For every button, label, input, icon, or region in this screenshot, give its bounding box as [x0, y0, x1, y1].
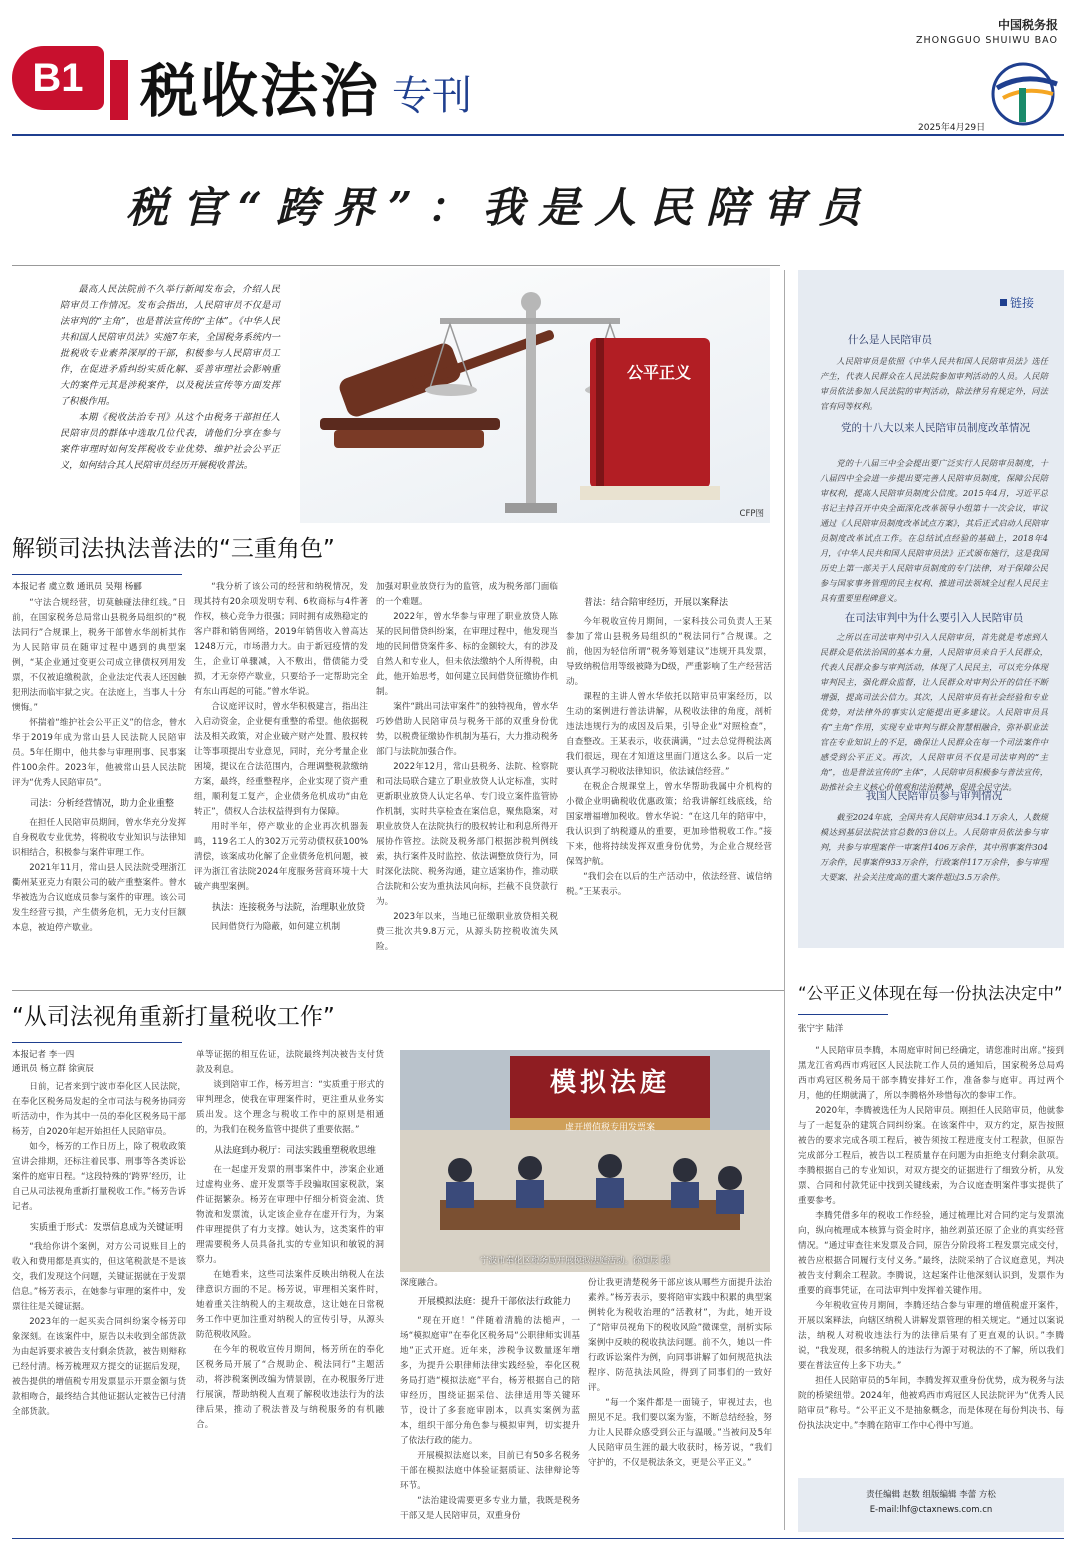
article3-body: [798, 1044, 1064, 1462]
a1c2-subhead: 执法：连接税务与法院，治理职业放贷: [212, 903, 366, 913]
sidebar-box: [798, 270, 1064, 948]
photo-credit: CFP图: [739, 509, 764, 519]
paper-name-en: ZHONGGUO SHUIWU BAO: [915, 35, 1058, 46]
article1-rule: [12, 574, 182, 575]
a1c4-subhead: 普法：结合陪审经历，开展以案释法: [584, 598, 729, 608]
a3p5: 担任人民陪审员的5年间，李腾发挥双重身份优势，成为税务与法院的桥梁纽带。2024年，他被鸡西市鸡冠区人民法院评为“优秀人民陪审员”称号。“公平正义不是抽象概念，而是体现在每份判决书、每份执法决定中。”李腾在陪审工作中心得中写道。: [798, 1376, 1064, 1431]
paper-name-cn: 中国税务报: [997, 18, 1058, 32]
sidebar-s1-body: 人民陪审员是依照《中华人民共和国人民陪审员法》选任产生，代表人民群众在人民法院参加审判活动的人员。人民陪审员依法参加人民法院的审判活动，除法律另有规定外，同法官有同等权利。: [820, 356, 1048, 411]
court-photo: [400, 1050, 770, 1272]
masthead-rule: [12, 134, 1064, 136]
article2-col2: [196, 1048, 384, 1528]
article2-headline: “从司法视角重新打量税收工作”: [12, 1004, 335, 1030]
article2-byline: [12, 1048, 94, 1076]
section-divider: [12, 990, 784, 991]
sidebar-s2-body: 党的十八届三中全会提出要广泛实行人民陪审员制度，十八届四中全会进一步提出要完善人民陪审员制度，保障公民陪审权利，提高人民陪审员制度公信度。2015年4月，习近平总书记主持召开中央全面深化改革领导小组第十一次会议，审议通过《人民陪审员制度改革试点方案》，其后正式启动人民陪审员制度改革试点工作。在总结试点经验的基础上，2018年4月，《中华人民共和国人民陪审员法》正式颁布施行，这是我国历史上第一部关于人民陪审员制度的专门法律，对于保障公民参与国家事务管理的民主权利、推进司法领域全过程人民民主具有重要里程碑意义。: [820, 458, 1048, 603]
sidebar-s2-title: 党的十八大以来人民陪审员制度改革情况: [841, 422, 1030, 434]
section-title: [140, 52, 472, 126]
paper-logo: [985, 58, 1065, 128]
a1c4p3: 在税企合规课堂上，曾水华帮助我属中介机构的小微企业明确税收优惠政策；给我讲解红线底线，给国家增福增加税收。曾水华说：“在这几年的陪审中，我认识到了纳税遵从的重要，更加珍惜税收工作。”接下来，他将持续发挥双重身份优势，为企业合规经营保驾护航。: [566, 782, 772, 867]
photo-court-banner: 虚开增值税专用发票案: [564, 1123, 655, 1133]
a2c4p2: “每一个案件都是一面镜子，审视过去，也照见不足。我们要以案为鉴，不断总结经验，努力让人民群众感受到公正与温暖。”当被问及5年人民陪审员生涯的最大收获时，杨芳说，“我们守护的，不仅是税法条文，更是公平正义。”: [588, 1398, 772, 1468]
article2-rule: [12, 1042, 182, 1043]
sidebar-s1-title: 什么是人民陪审员: [848, 334, 932, 346]
a2c2p3: 在一起虚开发票的刑事案件中，涉案企业通过虚构业务、虚开发票等手段骗取国家税款，案件证据繁杂。杨芳在审理中仔细分析资金流、货物流和发票流，认定该企业存在虚开行为，为案件审理提供了有力支撑。她认为，这类案件的审理需要税务人员具备扎实的专业知识和敏锐的洞察力。: [196, 1165, 384, 1265]
feature-rule: [12, 265, 780, 266]
a1c4p1: 今年税收宣传月期间，一家科技公司负责人王某参加了常山县税务局组织的“税法同行”合规课。之前，他因为轻信所谓“税务筹划建议”违规开具发票，导致纳税信用等级被降为D级，严重影响了生产经营活动。: [566, 617, 772, 687]
a2c2-subhead: 从法庭到办税厅：司法实践重塑税收思维: [214, 1146, 377, 1156]
gavel-scale-illustration: [300, 268, 770, 523]
feature-intro-p1: 最高人民法院前不久举行新闻发布会，介绍人民陪审员工作情况。发布会指出，人民陪审员不仅是司法审判的“主角”，也是普法宣传的“主体”。《中华人民共和国人民陪审员法》实施7年来，全国税务系统内一批税收专业素养深厚的干部，积极参与人民陪审员工作，在促进矛盾纠纷实质化解、妥善审理社会影响重大的案件元其是涉税案件，以及税法宣传等方面发挥了积极作用。: [60, 284, 280, 407]
a1c1p1: “守法合规经营，切莫触碰法律红线。”日前，在国家税务总局常山县税务局组织的“税法同行”合规课上，税务干部曾水华剖析其作为人民陪审员在随审过程中遇到的典型案例，“某企业通过变更公司成立律债权列用发票，不仅被追缴税款，企业法定代表人还因触犯刑法而临牢狱之灾。在法庭上，当事人十分懊悔。”: [12, 598, 186, 713]
section-suffix: 专刊: [392, 73, 473, 119]
article1-col2: [194, 580, 368, 982]
article1-col3: [376, 580, 558, 982]
article2-col3: [400, 1276, 580, 1528]
a1c2p1: “我分析了该公司的经营和纳税情况，发现其持有20余项发明专利、6枚商标与4件著作权，核心竞争力很强；同时拥有成熟稳定的客户群和销售网络，2019年销售收入曾高达1248万元，市场潜力大。由于新冠疫情的发生，企业订单骤减，入不敷出，借债能力受损，才无奈停产歇业，只要给予一定帮助完全有东山再起的可能。”曾水华说。: [194, 582, 368, 697]
a2c3p1: 深度融合。: [400, 1278, 443, 1288]
sidebar-label-wrap: [1000, 294, 1034, 311]
article3-rule: [798, 1014, 888, 1015]
a1c1p2: 怀揣着“维护社会公平正义”的信念，曾水华于2019年成为常山县人民法院人民陪审员。5年任期中，他共参与审理刑事、民事案件100余件。2023年，他被常山县人民法院评为“优秀人民陪审员”。: [12, 718, 186, 788]
article1-headline: 解锁司法执法普法的“三重角色”: [12, 536, 335, 562]
sidebar-s4-title: 我国人民陪审员参与审判情况: [865, 790, 1003, 802]
page-badge-text: B1: [32, 56, 84, 100]
a2c2p4: 在她看来，这些司法案件反映出纳税人在法律意识方面的不足。杨芳说，审理相关案件时，她着重关注纳税人的主观故意，这让她在日常税务工作中更加注重对纳税人的宣传引导，从源头防范税收风险。: [196, 1270, 384, 1340]
article2-col1: [12, 1080, 186, 1528]
a2c1p3: “我给你讲个案例，对方公司说账目上的收入和费用都是真实的，但这笔税款是不是该交，我们发现这个问题，关键证据就在于发票信息。”杨芳表示，在她参与审理的案件中，发票往往是关键证据。: [12, 1242, 186, 1312]
a3p2: 2020年，李腾被选任为人民陪审员。刚担任人民陪审员，他就参与了一起复杂的建筑合同纠纷案。在该案件中，双方约定，原告按照被告的要求完成各项工程后，被告须按工程进度支付工程款，但原告完成部分工程后，被告以工程质量存在问题为由拒绝支付剩余款项。李腾根据自己的专业知识，对双方提交的证据进行了细致分析，从发票、合同和付款凭证中找到关键线索，为合议庭查明案件事实提供了重要参考。: [798, 1106, 1064, 1206]
a2c3p2: “现在开庭！”伴随着清脆的法槌声，一场“模拟庭审”在奉化区税务局“公职律师实训基地”正式开庭。近年来，涉税争议数量逐年增多，为提升公职律师法律实践经验，奉化区税务局打造“模拟法庭”平台，杨芳根据自己的陪审经历，围绕证据采信、法律适用等关键环节，设计了多套庭审剧本，以真实案例为蓝本，组织干部分角色参与模拟审判，切实提升了依法行政的能力。: [400, 1316, 580, 1446]
article2-byline-2: 通讯员 杨立群 徐寅辰: [12, 1064, 94, 1074]
a1c4p2: 课程的主讲人曾水华依托以陪审员审案经历，以生动的案例进行普法讲解，从税收法律的角度，剖析违法违规行为的成因及后果，引导企业“对照检查”，自查整改。王某表示，收获满满，“过去总觉得税法离我们很远，现在才知道这里面门道这么多。以后一定要认真学习税收法律知识，依法诚信经营。”: [566, 692, 772, 777]
article1-col4: [566, 596, 772, 982]
sidebar-s3-body: 之所以在司法审判中引入人民陪审员，首先就是考虑到人民群众是依法治国的基本力量，人民陪审员来自于人民群众，代表人民群众参与审判活动，体现了人民民主，可以充分体现审判民主，强化群众监督，让人民群众对审判公开的信任不断增强，提高司法公信力。其次，人民陪审员有社会经验和专业优势，对法律外的事实认定能提出更多建议。人民陪审员具有“主角”作用，实现专业审判与群众智慧相融合，弥补职业法官在专业知识上的不足，确保让人民群众在每一个司法案件中感受到公平正义。再次，人民陪审员不仅是司法审判的“主角”，也是普法宣传的“主体”，人民陪审员积极参与普法宣传，助推社会主义核心价值观和法治精神，促进全民守法。: [820, 632, 1048, 792]
a3p3: 李腾凭借多年的税收工作经验，通过梳理比对合同约定与发票流向，纵向梳理成本核算与资金时序，抽丝剥茧还原了企业的真实经营情况。“通过审查往来发票及合同，原告分阶段将工程发票完成交付，被告应根据合同履行支付义务。”最终，法院采纳了合议庭意见，判决被告支付剩余工程款。李腾说，这起案件让他深刻认识到，发票作为重要的商事凭证，在司法审判中发挥着关键作用。: [798, 1211, 1064, 1296]
a1c2p2: 合议庭评议时，曾水华积极建言，指出注入启动资金，企业便有重整的希望。他依据税法及相关政策，对企业破产财产处置、股权转让等事项提出专业意见，同时，充分考量企业困境，提议在合法范围内，合理调整税款缴纳方案，最终，经重整程序，企业实现了资产重组，顺利复工复产，企业债务危机成功“由危转正”，债权人合法权益得到有力保障。: [194, 702, 368, 817]
a2c3-subhead: 开展模拟法庭：提升干部依法行政能力: [418, 1297, 572, 1307]
sidebar-s3-title: 在司法审判中为什么要引入人民陪审员: [844, 612, 1024, 624]
footer-email[interactable]: E-mail:lhf@ctaxnews.com.cn: [869, 1505, 993, 1515]
masthead-bar: [110, 60, 128, 120]
a1c3p3: 案件“跳出司法审案件”的独特视角，曾水华巧妙借助人民陪审员与税务干部的双重身份优势，以税费征缴协作机制为基石，大力推动税务部门与法院加强合作。: [376, 702, 558, 757]
column-divider: [784, 270, 785, 1530]
feature-intro-p2: 本期《税收法治专刊》从这个由税务干部担任人民陪审员的群体中选取几位代表，请他们分享在参与案件审理时如何发挥税收专业优势、维护社会公平正义，如何结合其人民陪审员经历开展税收普法。: [60, 412, 280, 471]
photo-caption: 宁波市奉化区税务局开展模拟法庭活动。徐寅辰 摄: [480, 1256, 670, 1266]
sidebar-label: 链接: [1009, 296, 1034, 310]
feature-photo: [300, 268, 770, 523]
a3p1: “人民陪审员李腾，本周庭审时间已经确定，请您准时出席。”接到黑龙江省鸡西市鸡冠区人民法院工作人员的通知后，国家税务总局鸡西市鸡冠区税务局干部李腾安排好工作，准备参与庭审。再过两个月，他的任期就满了，所以李腾格外珍惜每次的参审工作。: [798, 1046, 1064, 1101]
feature-headline: 税官“跨界”：我是人民陪审员: [125, 183, 875, 232]
square-bullet-icon: [1000, 299, 1007, 306]
a2c1p4: 2023年的一起买卖合同纠纷案令杨芳印象深刻。在该案件中，原告以未收到全部货款为由起诉要求被告支付剩余货款，被告则辩称已经付清。杨芳梳理双方提交的证据后发现，被告提供的增值税专用发票显示开票金额与货款相吻合，最终结合其他证据认定被告已付清全部货款。: [12, 1317, 186, 1417]
feature-intro: [60, 282, 280, 512]
footer-editors: 责任编辑 赵数 组版编辑 李蕾 方松: [866, 1490, 996, 1500]
a2c1p2: 如今，杨芳的工作日历上，除了税收政策宣讲会排期，还标注着民事、刑事等各类诉讼案件的庭审日程。“这段特殊的‘跨界’经历，让自己从司法视角重新打量税收工作。”杨芳告诉记者。: [12, 1142, 186, 1212]
bottom-rule: [12, 1538, 1064, 1539]
a1c2p4: 民间借贷行为隐蔽，如何建立机制: [211, 922, 341, 932]
article2-byline-1: 本报记者 李一四: [12, 1050, 75, 1060]
issue-date: 2025年4月29日: [918, 123, 986, 133]
a2c4p1: 份让我更清楚税务干部应该从哪些方面提升法治素养。”杨芳表示，要将陪审实践中积累的典型案例转化为税收治理的“活教材”，为此，她开设了“陪审员视角下的税收风险”微课堂，剖析实际案例中反映的税收执法问题。前不久，她以一件行政诉讼案件为例，向同事讲解了如何规范执法程序、防范执法风险，得到了同事们的一致好评。: [588, 1278, 772, 1393]
a1c3p2: 2022年，曾水华参与审理了职业放贷人陈某的民间借贷纠纷案，在审理过程中，他发现当地的民间借贷案件多、标的金额较大，有的涉及自然人和专业人，但未依法缴纳个人所得税，由此，他开始思考，如何建立民间借贷征缴协作机制。: [376, 612, 558, 697]
a2c3p3: 开展模拟法庭以来，目前已有50多名税务干部在模拟法庭中体验证据质证、法律辩论等环节。: [400, 1451, 580, 1491]
article1-col1: [12, 596, 186, 982]
a2c2p5: 在今年的税收宣传月期间，杨芳所在的奉化区税务局开展了“合规助企、税法同行”主题活动，将涉税案例改编为情景剧，在办税服务厅进行展演，帮助纳税人直观了解税收违法行为的法律后果，推动了税法普及与纳税服务的有机融合。: [196, 1345, 384, 1430]
paper-name: [916, 16, 1058, 46]
a1c3p5: 2023年以来，当地已征缴职业放贷相关税费三批次共9.8万元，从源头防控税收流失风险。: [376, 912, 558, 952]
paper-logo-icon: [985, 58, 1065, 128]
section-title-text: 税收法治: [140, 57, 381, 125]
page-badge: [12, 46, 104, 110]
book-title: 公平正义: [626, 363, 691, 382]
a1c1-subhead: 司法：分析经营情况，助力企业重整: [30, 799, 175, 809]
a2c2p2: 谈到陪审工作，杨芳坦言：“实质重于形式的审判理念，使我在审理案件时，更注重从业务实质出发。这个理念与税收工作中的原则是相通的，为我们在税务监管中提供了重要依据。”: [196, 1080, 384, 1135]
a2c1-subhead: 实质重于形式：发票信息成为关键证明: [30, 1223, 184, 1233]
a1c1p4: 2021年11月，常山县人民法院受理浙江衢州某亚克力有限公司的破产重整案件。曾水华被选为合议庭成员参与案件的审理。该公司发生经营亏损，产生债务危机，无力支付巨额本息，被迫停产歇业。: [12, 863, 186, 933]
sidebar-s4-body: 截至2024年底，全国共有人民陪审员34.1万余人，人数规模达到基层法院法官总数的3倍以上。人民陪审员依法参与审判，共参与审理案件一审案件1406万余件，其中刑事案件304万余件，民事案件933万余件，行政案件117万余件，参与审理大要案、社会关注度高的重大案件超过3.5万余件。: [820, 812, 1048, 882]
a1c1p3: 在担任人民陪审员期间，曾水华充分发挥自身税收专业优势，将税收专业知识与法律知识相结合，积极参与案件审理工作。: [12, 818, 186, 858]
a1c2p3: 用时半年，停产歇业的企业再次机器轰鸣，119名工人的302万元劳动债权获100%清偿，该案成功化解了企业债务危机问题，被评为浙江省法院2024年度服务营商环境十大破产典型案例。: [194, 822, 368, 892]
article3-byline: 张宁宇 陆洋: [798, 1024, 844, 1034]
article2-col4: [588, 1276, 772, 1528]
a1c3p1: 加强对职业放贷行为的监管，成为税务部门面临的一个难题。: [376, 582, 558, 607]
a3p4: 今年税收宣传月期间，李腾还结合参与审理的增值税虚开案件，开展以案释法，向辖区纳税人讲解发票管理的相关规定。“通过以案说法，纳税人对税收违法行为的法律后果有了更直观的认识。”李腾说，“我发现，很多纳税人的违法行为源于对税法的不了解，所以我们要在普法宣传上多下功夫。”: [798, 1301, 1064, 1371]
footer-box: [798, 1478, 1064, 1532]
article1-byline: 本报记者 虞立数 通讯员 吴翔 杨郦: [12, 582, 142, 592]
a1c3p4: 2022年12月，常山县税务、法院、检察院和司法局联合建立了职业放贷人认定标准，实时更新职业放贷人认定名单、专门设立案件监管协作机制，实时共享检查在案信息，聚焦隐案，对职业放贷人在法院执行的股权转让和利息所得开展协作管控。法院及税务部门根据涉税判例线索，执行案件及时监控、依法调整放贷行为，同时深化法院、税务沟通，建立适案协作，推动联合法院和公安为重执法风向标，拦截不良贷款行为。: [376, 762, 558, 907]
photo-court-title: 模拟法庭: [549, 1068, 670, 1098]
a1c4p4: “我们会在以后的生产活动中，依法经营、诚信纳税。”王某表示。: [566, 872, 772, 897]
a2c2p1: 单等证据的相互佐证，法院最终判决被告支付货款及利息。: [196, 1050, 384, 1075]
article3-headline: “公平正义体现在每一份执法决定中”: [798, 984, 1063, 1003]
a2c1p1: 日前，记者来到宁波市奉化区人民法院，在奉化区税务局发起的全市司法与税务协同旁听活动中，作为其中一员的奉化区税务局干部杨芳，自2020年起开始担任人民陪审员。: [12, 1082, 186, 1137]
a2c3p4: “法治建设需要更多专业力量，我既是税务干部又是人民陪审员，双重身份: [400, 1496, 580, 1521]
